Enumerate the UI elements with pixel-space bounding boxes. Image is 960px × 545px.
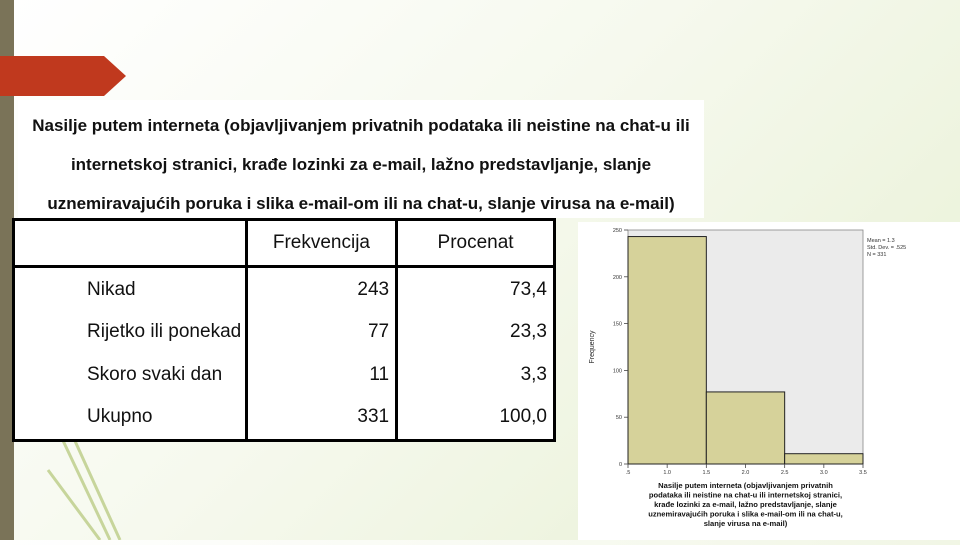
- title-line-1: Nasilje putem interneta (objavljivanjem privatnih podataka ili neistine na chat-u ili: [32, 116, 690, 135]
- title-line-3: uznemiravajućih poruka i slika e-mail-om ili na chat-u, slanje virusa na e-mail): [47, 194, 675, 213]
- x-axis-label-line: Nasilje putem interneta (objavljivanjem privatnih: [658, 481, 833, 490]
- y-axis-label: Frequency: [589, 330, 596, 364]
- row-label: Rijetko ili ponekad: [87, 321, 242, 343]
- stats-line: Std. Dev. = .525: [867, 245, 907, 251]
- table-title-box: [18, 100, 704, 218]
- stats-line: Mean = 1.3: [867, 238, 895, 244]
- row-label: Nikad: [87, 278, 136, 300]
- y-tick-label: 250: [612, 228, 622, 234]
- table-header-blank: [14, 220, 247, 267]
- row-frequency: 77: [246, 311, 396, 353]
- y-tick-label: 0: [618, 462, 622, 468]
- row-frequency: 331: [246, 396, 396, 441]
- row-percent: 73,4: [397, 267, 555, 312]
- frequency-table: [12, 218, 556, 442]
- x-axis-label-line: podataka ili neistine na chat-u ili internetskoj stranici,: [648, 490, 843, 500]
- table-row: [14, 311, 555, 353]
- frequency-table-box: [12, 218, 556, 442]
- row-percent: 23,3: [397, 311, 555, 353]
- histogram-bar: [785, 454, 863, 464]
- y-tick-label: 150: [612, 321, 622, 328]
- histogram-bar: [628, 237, 706, 464]
- x-axis-label-line: slanje virusa na e-mail): [703, 519, 788, 528]
- title-line-2: internetskoj stranici, krađe lozinki za e-mail, lažno predstavljanje, slanje: [70, 155, 652, 174]
- x-tick-label: 3.5: [859, 470, 867, 476]
- x-axis-label-line: krađe lozinki za e-mail, lažno predstavljanje, slanje: [654, 500, 837, 509]
- histogram-chart: [578, 222, 960, 540]
- x-tick-label: .5: [625, 470, 631, 476]
- table-row-total: [14, 396, 555, 441]
- table-header-procenat: Procenat: [397, 220, 555, 267]
- row-label: Ukupno: [87, 406, 153, 428]
- x-tick-label: 1.5: [702, 470, 711, 476]
- row-frequency: 243: [246, 267, 396, 312]
- table-header-frekvencija: Frekvencija: [246, 220, 396, 267]
- histogram-bar: [706, 392, 784, 464]
- stats-line: N = 331: [867, 252, 887, 258]
- x-tick-label: 1.0: [663, 470, 671, 476]
- arrow-shape: [0, 56, 126, 96]
- row-label: Skoro svaki dan: [87, 363, 223, 385]
- table-header-row: [14, 220, 555, 267]
- y-tick-label: 200: [612, 274, 622, 281]
- x-tick-label: 3.0: [820, 470, 828, 476]
- histogram-panel: [578, 222, 960, 540]
- x-tick-label: 2.0: [741, 470, 750, 476]
- table-row: [14, 353, 555, 395]
- table-row: [14, 267, 555, 312]
- y-tick-label: 50: [615, 415, 622, 422]
- decorative-lines: [30, 430, 130, 540]
- row-frequency: 11: [246, 353, 396, 395]
- row-percent: 3,3: [397, 353, 555, 395]
- row-percent: 100,0: [397, 396, 555, 441]
- x-axis-label-line: uznemiravajućih poruka i slika e-mail-om ili na chat-u,: [648, 509, 843, 519]
- y-tick-label: 100: [612, 368, 622, 375]
- x-tick-label: 2.5: [780, 470, 789, 476]
